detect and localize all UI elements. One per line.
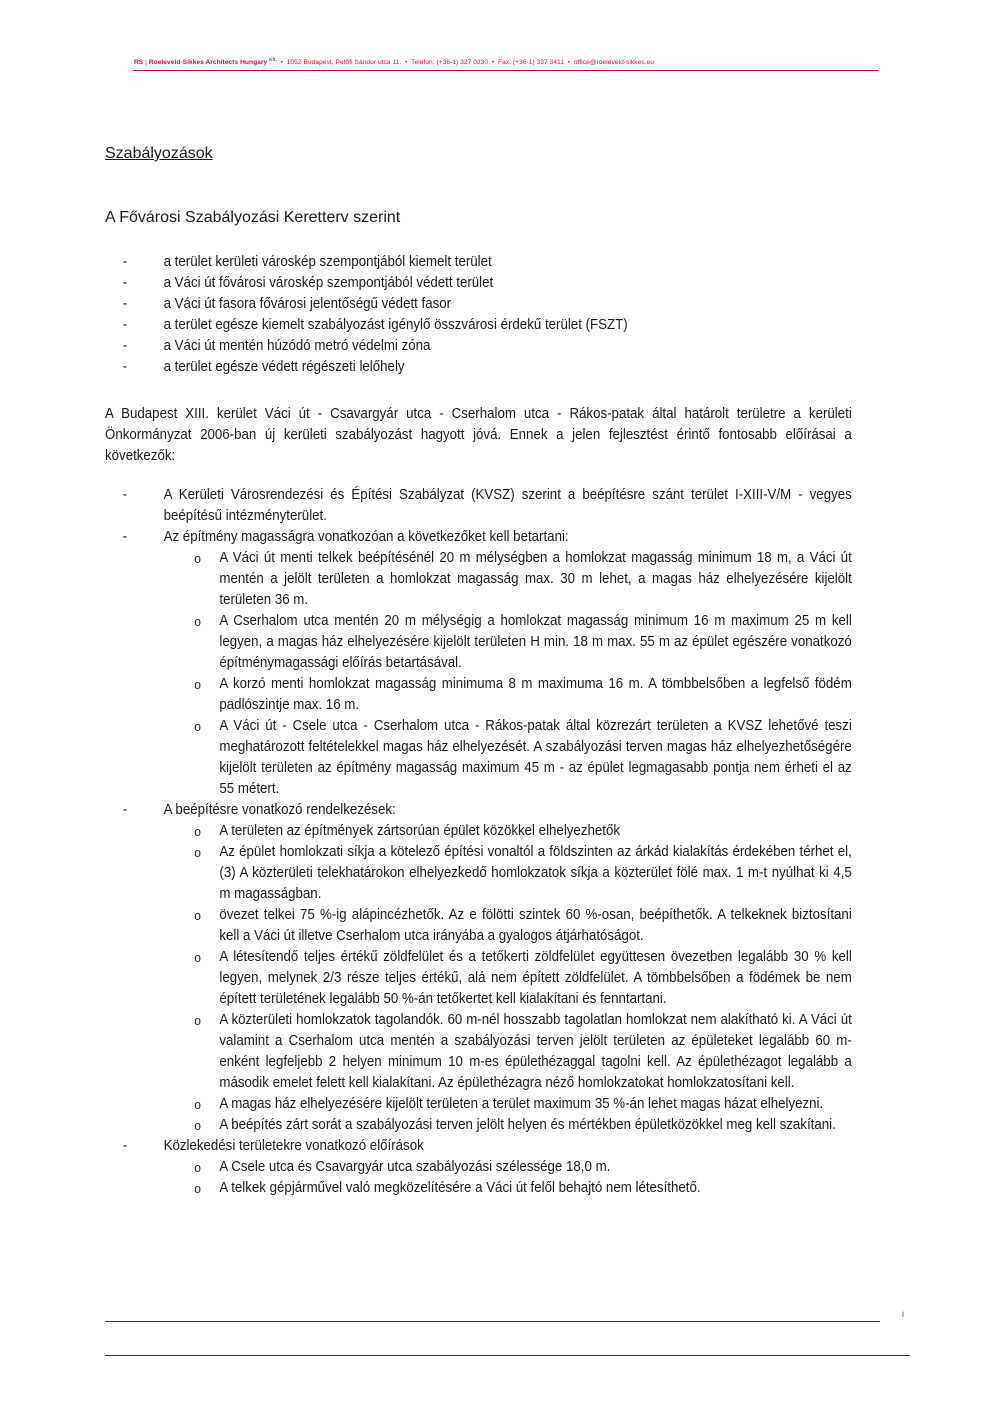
regulation-subitems: [164, 821, 852, 1136]
list-item: - a Váci út mentén húzódó metró védelmi zóna: [105, 336, 852, 357]
list-item: - a terület egésze védett régészeti lelőhely: [105, 357, 852, 378]
regulation-subitem: o A Csele utca és Csavargyár utca szabályozási szélessége 18,0 m.: [164, 1157, 852, 1178]
list-item: - a Váci út fasora fővárosi jelentőségű védett fasor: [105, 294, 852, 315]
letterhead-logo-rs: RS: [134, 59, 144, 67]
footer-divider: [105, 1321, 880, 1322]
intro-paragraph: A Budapest XIII. kerület Váci út - Csavargyár utca - Cserhalom utca - Rákos-patak által határolt területre a kerületi Önkormányzat 2006-ban új kerületi szabályozást hagyott jóvá. Ennek a jelen fejlesztést érintő fontosabb előírásai a következők:: [105, 406, 852, 464]
regulation-text: Közlekedési területekre vonatkozó előírások: [163, 1138, 424, 1154]
letterhead-fax: Fax: (+36-1) 337 3411: [498, 59, 564, 67]
list-item: - a terület egésze kiemelt szabályozást igénylő összvárosi érdekű terület (FSZT): [105, 315, 852, 336]
regulation-subitem: o A Váci út menti telkek beépítésénél 20 m mélységben a homlokzat magasság minimum 18 m, a Váci út mentén a jelölt területen a homlokzat magasság max. 30 m lehet, a magas ház elhelyezésére kijelölt területen 36 m.: [164, 548, 852, 611]
bullet-dot: •: [278, 59, 285, 67]
document-body: [105, 252, 852, 1199]
regulation-text: A Kerületi Városrendezési és Építési Szabályzat (KVSZ) szerint a beépítésre szánt terület I-XIII-V/M - vegyes beépítésű intézményterület.: [163, 487, 852, 524]
regulation-subitem: o A korzó menti homlokzat magasság minimuma 8 m maximuma 16 m. A tömbbelsőben a legfelső födém padlószintje max. 16 m.: [164, 674, 852, 716]
regulation-subitem: o A közterületi homlokzatok tagolandók. 60 m-nél hosszabb tagolatlan homlokzat nem alakítható ki. A Váci út valamint a Cserhalom utca mentén a szabályozási terven jelölt területen az épületeket legalább 60 m-enként legfeljebb 2 helyen minimum 10 m-es épülethézaggal tagolni kell. Az épülethézagot legalább a második emelet felett kell kialakítani. Az épülethézagra néző homlokzatokat homlokzatosítani kell.: [164, 1010, 852, 1094]
regulation-subitem: o A létesítendő teljes értékű zöldfelület és a tetőkerti zöldfelület együttesen övezetben legalább 30 % kell legyen, melynek 2/3 része teljes értékű, alá nem épített zöldfelület. A tömbbelsőben a födémek be nem épített területének legalább 50 %-án tetőkertet kell kialakítani és fenntartani.: [164, 947, 852, 1010]
regulations-list: [105, 485, 852, 1199]
section-title: Szabályozások: [105, 145, 213, 162]
regulation-item: [105, 527, 852, 800]
regulation-subitem: o Az épület homlokzati síkja a kötelező építési vonaltól a földszinten az árkád kialakítás érdekében térhet el, (3) A közterületi telekhatárokon elhelyezkedő homlokzatok síkja a közterület fölé max. 1 m-t nyúlhat ki 4,5 m magasságban.: [164, 842, 852, 905]
subtitle: A Fővárosi Szabályozási Keretterv szerint: [105, 209, 401, 226]
regulation-text: A beépítésre vonatkozó rendelkezések:: [163, 802, 396, 818]
letterhead-phone: Telefon: (+36-1) 327 0230: [411, 59, 489, 67]
regulation-subitems: [164, 1157, 852, 1199]
page-mark: i: [902, 1309, 904, 1319]
regulation-item: [105, 800, 852, 1136]
letterhead-separator: |: [145, 59, 147, 67]
regulation-text: Az építmény magasságra vonatkozóan a következőket kell betartani:: [163, 529, 569, 545]
letterhead-firm-name: Roeleveld-Sikkes Architects Hungary: [148, 59, 268, 67]
regulation-item: [105, 1136, 852, 1199]
regulation-subitem: o A magas ház elhelyezésére kijelölt területen a terület maximum 35 %-án lehet magas házat elhelyezni.: [164, 1094, 852, 1115]
regulation-subitem: o A Cserhalom utca mentén 20 m mélységig a homlokzat magasság minimum 16 m maximum 25 m kell legyen, a magas ház elhelyezésére kijelölt területen H min. 18 m max. 55 m az épület egészére vonatkozó építménymagassági előírás betartásával.: [164, 611, 852, 674]
bullet-dot: •: [565, 59, 573, 67]
regulation-subitems: [164, 548, 852, 800]
bullet-dot: •: [403, 59, 410, 67]
regulation-subitem: o övezet telkei 75 %-ig alápincézhetők. Az e fölötti szintek 60 %-osan, beépíthetők. A telkeknek biztosítani kell a Váci út illetve Cserhalom utca irányába a gyalogos átjárhatóságot.: [164, 905, 852, 947]
footer-bottom-divider: [105, 1355, 910, 1356]
letterhead-address: 1052 Budapest, Petőfi Sándor utca 11.: [286, 59, 402, 67]
letterhead-firm-suffix: Kft.: [269, 57, 277, 62]
framework-list: [105, 252, 852, 378]
letterhead-divider: [133, 70, 879, 71]
regulation-subitem: o A területen az építmények zártsorúan épület közökkel elhelyezhetők: [164, 821, 852, 842]
letterhead-email-link[interactable]: office@roeleveld-sikkes.eu: [573, 59, 654, 67]
regulation-subitem: o A telkek gépjárművel való megközelítésére a Váci út felől behajtó nem létesíthető.: [164, 1178, 852, 1199]
letterhead: [134, 57, 894, 66]
regulation-subitem: o A Váci út - Csele utca - Cserhalom utca - Rákos-patak által közrezárt területen a KVSZ lehetővé teszi meghatározott feltételekkel magas ház elhelyezését. A szabályozási terven magas ház elhelyezhetőségére kijelölt területen az építmény magasság maximum 45 m - az épület legmagasabb pontja nem érheti el az 55 métert.: [164, 716, 852, 800]
list-item: - a Váci út fővárosi városkép szempontjából védett terület: [105, 273, 852, 294]
regulation-item: [105, 485, 852, 527]
regulation-subitem: o A beépítés zárt sorát a szabályozási terven jelölt helyen és mértékben épületközökkel meg kell szakítani.: [164, 1115, 852, 1136]
list-item: - a terület kerületi városkép szempontjából kiemelt terület: [105, 252, 852, 273]
bullet-dot: •: [489, 59, 497, 67]
